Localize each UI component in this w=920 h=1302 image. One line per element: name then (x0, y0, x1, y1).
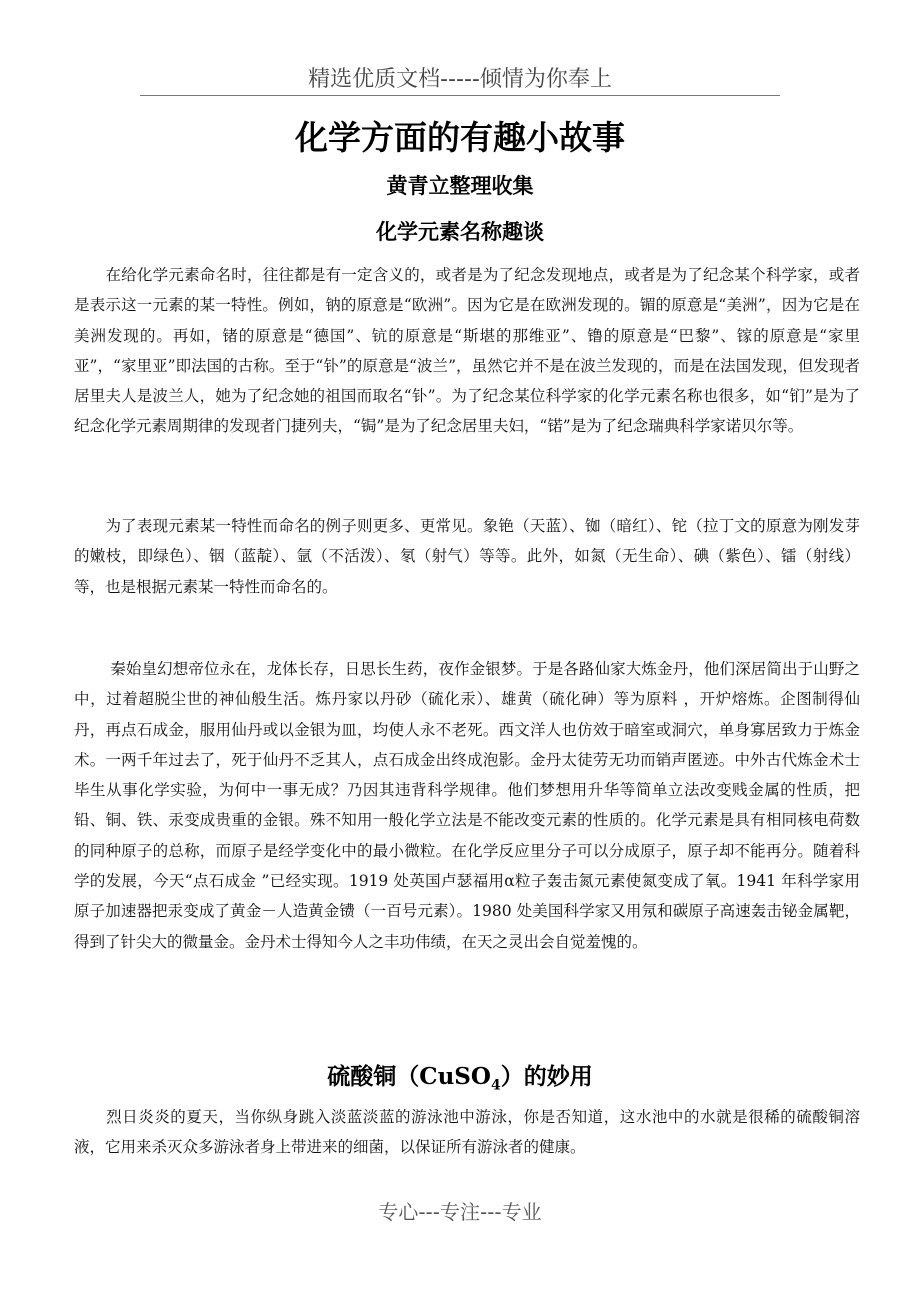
paragraph-element-naming: 在给化学元素命名时，往往都是有一定含义的，或者是为了纪念发现地点，或者是为了纪念某个科学家，或者是表示这一元素的某一特性。例如，钠的原意是“欧洲”。因为它是在欧洲发现的。镅的原意是“美洲”，因为它是在美洲发现的。再如，锗的原意是“德国”、钪的原意是“斯堪的那维亚”、镥的原意是“巴黎”、镓的原意是“家里亚”，“家里亚”即法国的古称。至于“钋”的原意是“波兰”，虽然它并不是在波兰发现的，而是在法国发现，但发现者居里夫人是波兰人，她为了纪念她的祖国而取名“钋”。为了纪念某位科学家的化学元素名称也很多，如“钔”是为了纪念化学元素周期律的发现者门捷列夫，“锔”是为了纪念居里夫妇，“锘”是为了纪念瑞典科学家诺贝尔等。 (74, 266, 860, 436)
section-heading-copper-sulfate (0, 1058, 920, 1094)
document-title: 化学方面的有趣小故事 (295, 118, 625, 157)
section-heading-suffix: ）的妙用 (500, 1063, 593, 1090)
section-heading-element-names: 化学元素名称趣谈 (376, 219, 544, 244)
page-header: 精选优质文档-----倾情为你奉上 (308, 67, 612, 92)
paragraph-element-properties: 为了表现元素某一特性而命名的例子则更多、更常见。象铯（天蓝）、铷（暗红）、铊（拉丁文的原意为刚发芽的嫩枝，即绿色）、铟（蓝靛）、氩（不活泼）、氡（射气）等等。此外，如氮（无生命）、碘（紫色）、镭（射线）等，也是根据元素某一特性而命名的。 (74, 517, 860, 596)
section-heading-prefix: 硫酸铜（CuSO (327, 1063, 491, 1090)
section-heading-subscript: 4 (490, 1077, 501, 1094)
header-divider (140, 95, 780, 96)
paragraph-alchemy: 秦始皇幻想帝位永在，龙体长存，日思长生药，夜作金银梦。于是各路仙家大炼金丹，他们深居简出于山野之中，过着超脱尘世的神仙般生活。炼丹家以丹砂（硫化汞）、雄黄（硫化砷）等为原料 ，开炉熔炼。企图制得仙丹，再点石成金，服用仙丹或以金银为皿，均使人永不老死。西文洋人也仿效于暗室或洞穴，单身寡居致力于炼金术。一两千年过去了，死于仙丹不乏其人，点石成金出终成泡影。金丹太徒劳无功而销声匿迹。中外古代炼金术士毕生从事化学实验，为何中一事无成？乃因其违背科学规律。他们梦想用升华等简单立法改变贱金属的性质，把铅、铜、铁、汞变成贵重的金银。殊不知用一般化学立法是不能改变元素的性质的。化学元素是具有相同核电荷数的同种原子的总称，而原子是经学变化中的最小微粒。在化学反应里分子可以分成原子，原子却不能再分。随着科学的发展，今天“点石成金 ”已经实现。1919 处英国卢瑟福用α粒子轰击氮元素使氮变成了氧。1941 年科学家用原子加速器把汞变成了黄金－人造黄金镄（一百号元素）。1980 处美国科学家又用氖和碳原子高速轰击铋金属靶，得到了针尖大的微量金。金丹术士得知今人之丰功伟绩，在天之灵出会自觉羞愧的。 (74, 660, 860, 951)
document-subtitle: 黄青立整理收集 (386, 173, 534, 198)
paragraph-copper-sulfate: 烈日炎炎的夏天，当你纵身跳入淡蓝淡蓝的游泳池中游泳，你是否知道，这水池中的水就是很稀的硫酸铜溶液，它用来杀灭众多游泳者身上带进来的细菌，以保证所有游泳者的健康。 (74, 1108, 860, 1157)
page-footer: 专心---专注---专业 (378, 1200, 542, 1224)
